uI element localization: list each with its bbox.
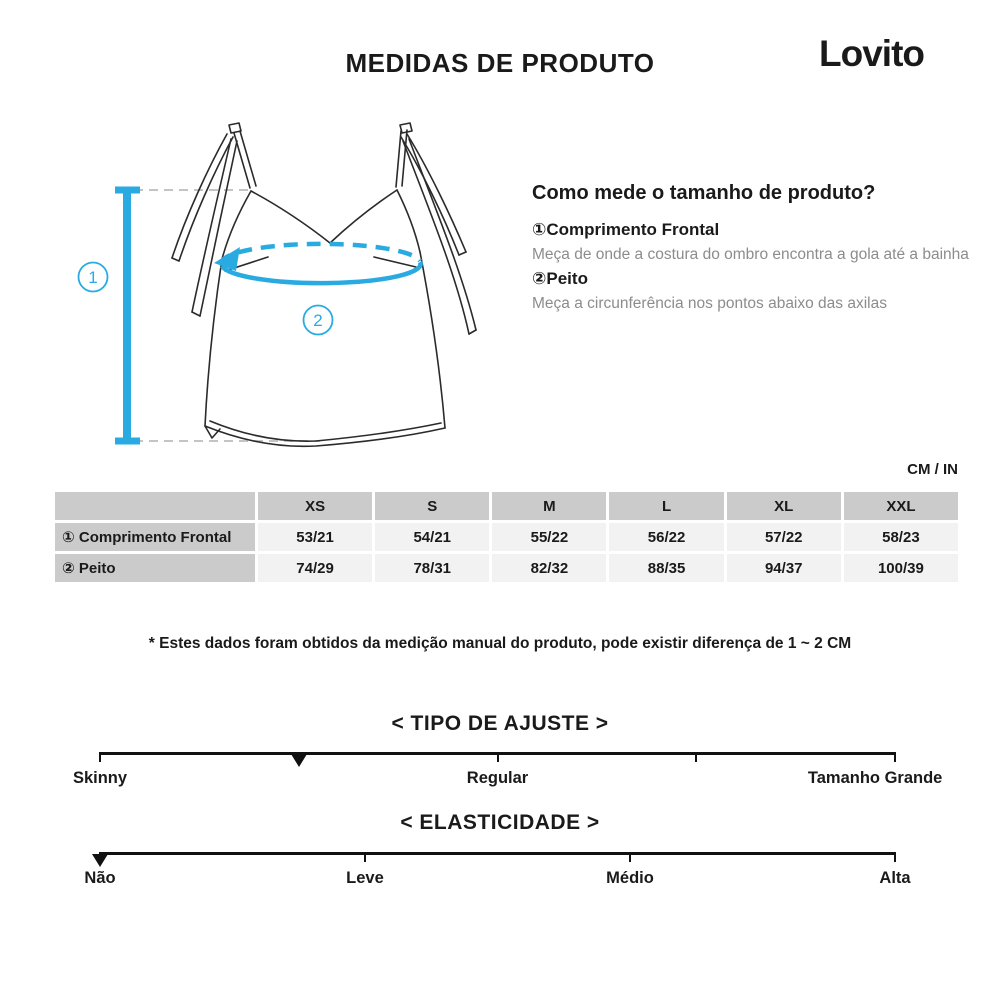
scale-tick (99, 752, 101, 762)
scale-tick (629, 852, 631, 862)
size-table (55, 492, 958, 582)
measure-arrow-icon (214, 247, 240, 271)
elasticity-label-none: Não (84, 869, 116, 887)
marker-2-label: 2 (313, 311, 323, 330)
fit-label-skinny: Skinny (72, 769, 128, 787)
garment-diagram (0, 0, 520, 470)
table-cell: 58/23 (844, 523, 958, 551)
table-cell: 94/37 (727, 554, 841, 582)
scale-tick (364, 852, 366, 862)
column-header-m: M (492, 492, 606, 520)
table-cell: 100/39 (844, 554, 958, 582)
elasticity-scale (84, 852, 911, 887)
table-corner-cell (55, 492, 255, 520)
elasticity-label-medium: Médio (606, 869, 654, 887)
fit-label-regular: Regular (466, 769, 529, 787)
elasticity-marker-icon (92, 854, 108, 867)
column-header-s: S (375, 492, 489, 520)
marker-2 (304, 306, 333, 335)
scale-tick (894, 752, 896, 762)
elasticity-title: < ELASTICIDADE > (400, 811, 600, 834)
measurement-disclaimer: * Estes dados foram obtidos da medição manual do produto, pode existir diferença de 1 ~ 2 CM (148, 635, 852, 652)
column-header-l: L (609, 492, 723, 520)
marker-1 (79, 263, 108, 292)
table-cell: 74/29 (258, 554, 372, 582)
length-measure-bar (115, 190, 140, 441)
table-cell: 82/32 (492, 554, 606, 582)
table-cell: 55/22 (492, 523, 606, 551)
guide-item-1-desc: Meça de onde a costura do ombro encontra a gola até a bainha (532, 246, 969, 263)
page-title: MEDIDAS DE PRODUTO (345, 48, 655, 78)
elasticity-label-light: Leve (346, 869, 384, 887)
guide-item-2-desc: Meça a circunferência nos pontos abaixo das axilas (532, 295, 887, 312)
elasticity-label-high: Alta (879, 869, 911, 887)
scale-tick (497, 752, 499, 762)
scale-tick (695, 752, 697, 762)
table-cell: 53/21 (258, 523, 372, 551)
guide-heading: Como mede o tamanho de produto? (532, 182, 876, 204)
column-header-xxl: XXL (844, 492, 958, 520)
marker-1-label: 1 (88, 268, 98, 287)
table-cell: 56/22 (609, 523, 723, 551)
table-cell: 78/31 (375, 554, 489, 582)
column-header-xl: XL (727, 492, 841, 520)
row-label-chest: ② Peito (55, 554, 255, 582)
fit-label-large: Tamanho Grande (807, 769, 943, 787)
table-cell: 88/35 (609, 554, 723, 582)
table-cell: 57/22 (727, 523, 841, 551)
brand-logo: Lovito (819, 33, 924, 74)
column-header-xs: XS (258, 492, 372, 520)
fit-type-marker-icon (291, 754, 307, 767)
unit-label: CM / IN (907, 461, 958, 478)
guide-item-1-label: ①Comprimento Frontal (532, 220, 720, 239)
scale-tick (894, 852, 896, 862)
fit-type-scale (72, 752, 943, 787)
chest-measure-ellipse (221, 244, 420, 283)
fit-type-title: < TIPO DE AJUSTE > (391, 712, 609, 735)
table-cell: 54/21 (375, 523, 489, 551)
row-label-length: ① Comprimento Frontal (55, 523, 255, 551)
dashed-guide-lines (134, 190, 323, 441)
guide-item-2-label: ②Peito (532, 269, 588, 288)
measure-guide (532, 182, 982, 315)
